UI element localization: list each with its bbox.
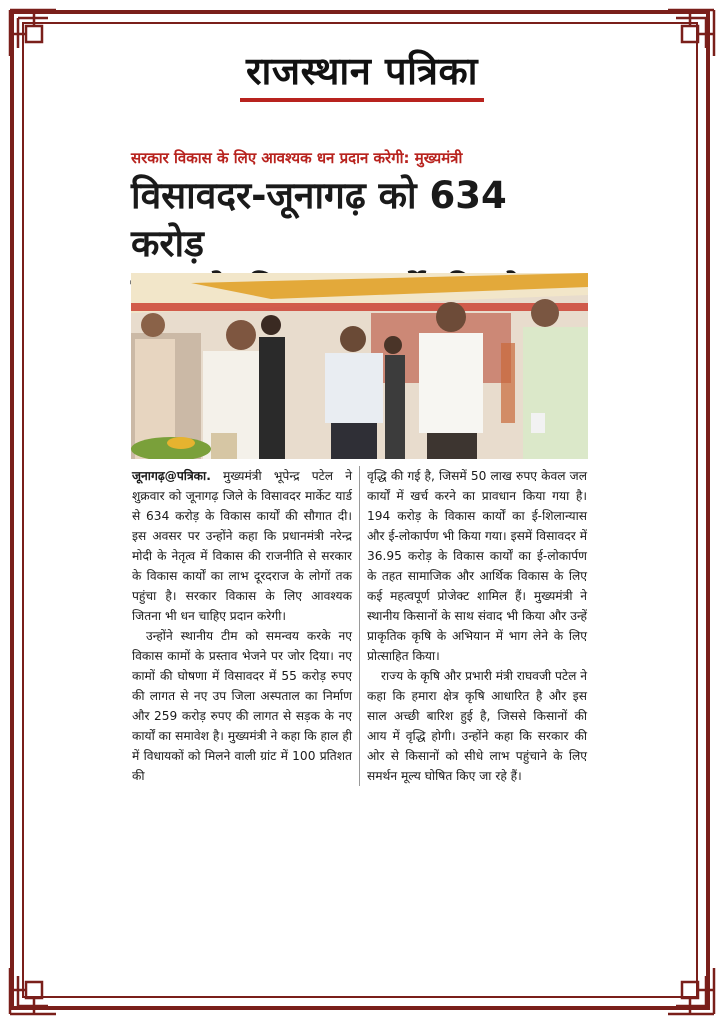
headline-line-1: विसावदर-जूनागढ़ को 634 करोड़ xyxy=(131,174,507,265)
paragraph: वृद्धि की गई है, जिसमें 50 लाख रुपए केवल जल कार्यों में खर्च करने का प्रावधान किया गया है।194 करोड़ के विकास कार्यों का ई-शिलान्यास और ई-लोकार्पण भी किया गया। इसमें विसावदर में 36.95 करोड़ के विकास कार्यों का ई-लोकार्पण के तहत सामाजिक और आर्थिक विकास के लिए कई महत्वपूर्ण प्रोजेक्ट शामिल हैं। मुख्यमंत्री ने स्थानीय किसानों के साथ संवाद भी किया और उन्हें प्राकृतिक कृषि के अभियान में भाग लेने के लिए प्रोत्साहित किया। xyxy=(367,469,587,663)
dateline: जूनागढ़@पत्रिका. xyxy=(132,469,211,483)
paragraph: उन्होंने स्थानीय टीम को समन्वय करके नए विकास कामों के प्रस्ताव भेजने पर जोर दिया। नए कामों की घोषणा में विसावदर में 55 करोड़ रुपए की लागत से नए उप जिला अस्पताल का निर्माण और 259 करोड़ रुपए की लागत से सड़क के नए कार्यों का समावेश है। मुख्यमंत्री ने कहा कि हाल ही में विधायकों को मिलने वाली ग्रांट में 100 प्रतिशत की xyxy=(132,629,352,783)
paragraph: राज्य के कृषि और प्रभारी मंत्री राघवजी पटेल ने कहा कि हमारा क्षेत्र कृषि आधारित है और इस साल अच्छी बारिश हुई है, जिससे किसानों की आय में वृद्धि होगी। उन्होंने कहा कि सरकार की ओर से किसानों को सीधे लाभ पहुंचाने के लिए समर्थन मूल्य घोषित किए जा रहे हैं। xyxy=(367,669,587,783)
masthead xyxy=(0,44,724,102)
corner-ornament-bottom-right xyxy=(666,966,716,1016)
article-column-2 xyxy=(367,466,587,786)
column-divider xyxy=(359,466,360,786)
paragraph xyxy=(132,466,352,626)
article-body xyxy=(132,466,587,786)
corner-ornament-bottom-left xyxy=(8,966,58,1016)
paragraph-text: मुख्यमंत्री भूपेन्द्र पटेल ने शुक्रवार को जूनागढ़ जिले के विसावदर मार्केट यार्ड से 634 करोड़ के विकास कार्यों की सौगात दी। इस अवसर पर उन्होंने कहा कि प्रधानमंत्री नरेन्द्र मोदी के नेतृत्व में विकास की राजनीति से सरकार के विकास कार्यों का लाभ दूरदराज के लोगों तक पहुंचा है। सरकार विकास के लिए आवश्यक जितना भी धन चाहिए प्रदान करेगी। xyxy=(132,469,352,623)
kicker-line: सरकार विकास के लिए आवश्यक धन प्रदान करेगी: मुख्यमंत्री xyxy=(131,149,463,167)
newspaper-title: राजस्थान पत्रिका xyxy=(240,44,484,102)
news-photo-illustration xyxy=(131,273,588,459)
article-column-1 xyxy=(132,466,352,786)
news-photo xyxy=(131,273,588,459)
